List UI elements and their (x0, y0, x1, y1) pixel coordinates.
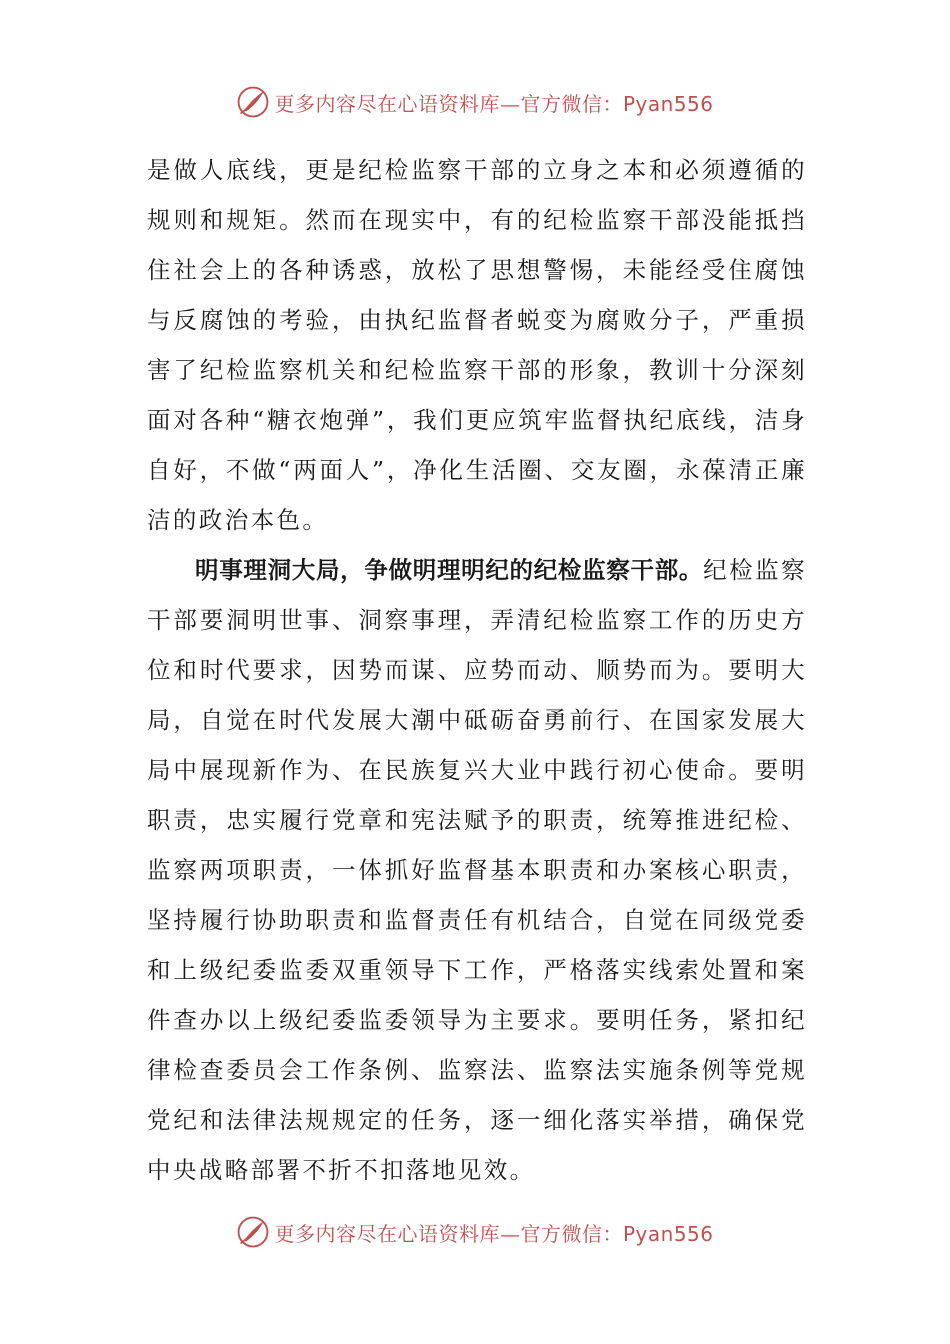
quill-pen-icon (236, 85, 270, 119)
quill-pen-icon (236, 1215, 270, 1249)
footer-banner (0, 1212, 950, 1252)
document-body (147, 145, 807, 1195)
paragraph-1 (147, 145, 807, 545)
paragraph-2 (147, 545, 807, 1195)
wechat-id: Pyan556 (622, 91, 714, 116)
wechat-id: Pyan556 (622, 1221, 714, 1246)
paragraph-2-text: 纪检监察干部要洞明世事、洞察事理，弄清纪检监察工作的历史方位和时代要求，因势而谋、应势而动、顺势而为。要明大局，自觉在时代发展大潮中砥砺奋勇前行、在国家发展大局中展现新作为、在民族复兴大业中践行初心使命。要明职责，忠实履行党章和宪法赋予的职责，统筹推进纪检、监察两项职责，一体抓好监督基本职责和办案核心职责，坚持履行协助职责和监督责任有机结合，自觉在同级党委和上级纪委监委双重领导下工作，严格落实线索处置和案件查办以上级纪委监委领导为主要求。要明任务，紧扣纪律检查委员会工作条例、监察法、监察法实施条例等党规党纪和法律法规规定的任务，逐一细化落实举措，确保党中央战略部署不折不扣落地见效。 (147, 556, 807, 1184)
banner-text: 更多内容尽在心语资料库—官方微信：Pyan556 (274, 1221, 714, 1246)
banner-text: 更多内容尽在心语资料库—官方微信：Pyan556 (274, 91, 714, 116)
paragraph-2-heading: 明事理洞大局，争做明理明纪的纪检监察干部。 (195, 556, 704, 584)
header-banner (0, 82, 950, 122)
paragraph-1-text: 是做人底线，更是纪检监察干部的立身之本和必须遵循的规则和规矩。然而在现实中，有的纪检监察干部没能抵挡住社会上的各种诱惑，放松了思想警惕，未能经受住腐蚀与反腐蚀的考验，由执纪监督者蜕变为腐败分子，严重损害了纪检监察机关和纪检监察干部的形象，教训十分深刻面对各种“糖衣炮弹”，我们更应筑牢监督执纪底线，洁身自好，不做“两面人”，净化生活圈、交友圈，永葆清正廉洁的政治本色。 (147, 156, 807, 534)
